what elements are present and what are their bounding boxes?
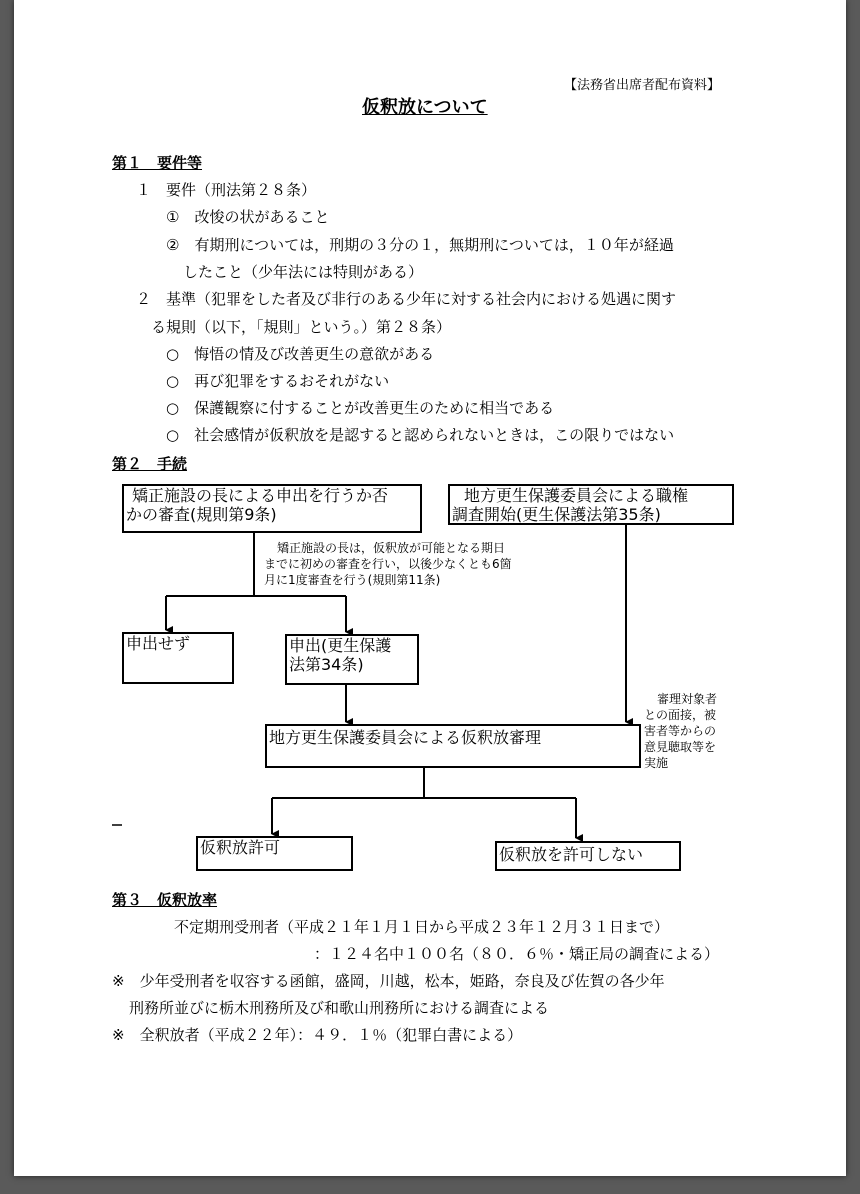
document-page [14, 0, 846, 1176]
section-3-heading: 第３ 仮釈放率 [112, 891, 218, 909]
rate-note-2: ※ 全釈放者（平成２２年）：４９．１％（犯罪白書による） [112, 1026, 523, 1044]
rate-note-1-cont: 刑務所並びに栃木刑務所及び和歌山刑務所における調査による [129, 999, 550, 1017]
source-note: 【法務省出席者配布資料】 [564, 78, 721, 93]
rate-line-1: 不定期刑受刑者（平成２１年１月１日から平成２３年１２月３１日まで） [174, 918, 670, 936]
review-note: までに初めの審査を行い，以後少なくとも6箇 [264, 557, 512, 571]
ex-officio-box: 地方更生保護委員会による職権 調査開始(更生保護法第35条) [448, 484, 734, 525]
rate-note-1: ※ 少年受刑者を収容する函館，盛岡，川越，松本，姫路，奈良及び佐賀の各少年 [112, 972, 665, 990]
standard-item: ○ 社会感情が仮釈放を是認すると認められないときは，この限りではない [166, 426, 675, 444]
requirement-item-2-cont: したこと（少年法には特則がある） [183, 263, 424, 281]
standard-label-cont: る規則（以下，「規則」という。）第２８条） [151, 318, 452, 336]
review-note: 月に1度審査を行う(規則第11条) [264, 573, 441, 587]
section-2-heading: 第２ 手続 [112, 455, 188, 473]
requirement-item-2: ② 有期刑については，刑期の３分の１，無期刑については，１０年が経過 [166, 236, 674, 254]
requirement-label: １ 要件（刑法第２８条） [136, 181, 317, 199]
standard-label: ２ 基準（犯罪をした者及び非行のある少年に対する社会内における処遇に関す [136, 290, 677, 308]
permit-box: 仮釈放許可 [196, 836, 353, 871]
hearing-note: との面接，被 [644, 708, 717, 722]
apply-box: 申出(更生保護 法第34条) [285, 634, 419, 685]
requirement-item-1: ① 改悛の状があること [166, 208, 330, 226]
section-1-heading: 第１ 要件等 [112, 154, 203, 172]
rate-line-2: ：１２４名中１００名（８０．６％・矯正局の調査による） [314, 945, 720, 963]
hearing-note: 意見聴取等を [644, 740, 717, 754]
review-box: 矯正施設の長による申出を行うか否 かの審査(規則第9条) [122, 484, 422, 533]
standard-item: ○ 保護観察に付することが改善更生のために相当である [166, 399, 555, 417]
standard-item: ○ 悔悟の情及び改善更生の意欲がある [166, 345, 435, 363]
no-apply-box: 申出せず [122, 632, 234, 684]
hearing-note: 実施 [644, 756, 669, 770]
review-note: 矯正施設の長は，仮釈放が可能となる期日 [277, 541, 506, 555]
deny-box: 仮釈放を許可しない [495, 841, 681, 871]
standard-item: ○ 再び犯罪をするおそれがない [166, 372, 390, 390]
hearing-note: 審理対象者 [657, 692, 718, 706]
hearing-note: 害者等からの [644, 724, 717, 738]
hearing-box: 地方更生保護委員会による仮釈放審理 [265, 724, 641, 768]
page-title: 仮釈放について [362, 97, 488, 118]
